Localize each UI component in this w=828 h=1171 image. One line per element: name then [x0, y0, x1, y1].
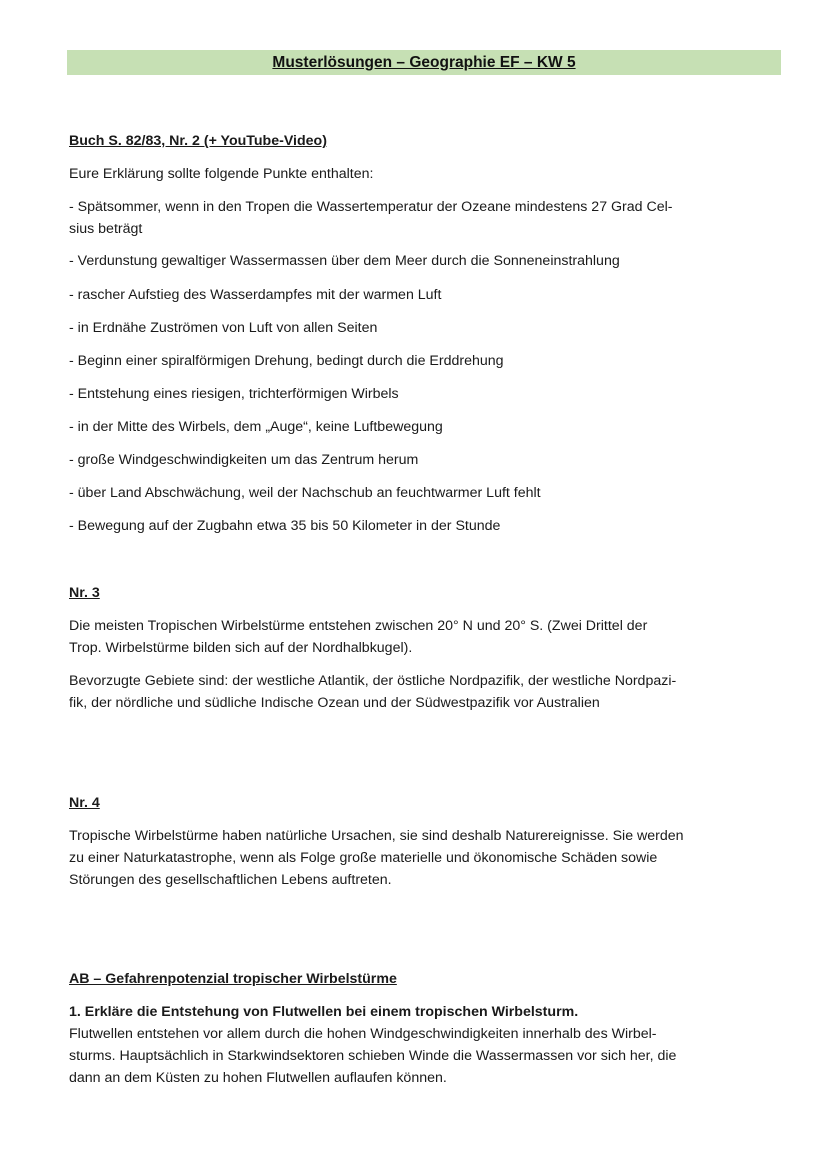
paragraph-line: dann an dem Küsten zu hohen Flutwellen auflaufen können. — [69, 1070, 447, 1086]
section-heading-nr3: Nr. 3 — [69, 585, 100, 601]
page-title: Musterlösungen – Geographie EF – KW 5 — [272, 53, 576, 71]
section-heading-ab: AB – Gefahrenpotenzial tropischer Wirbelstürme — [69, 971, 397, 987]
paragraph-line: Störungen des gesellschaftlichen Lebens auftreten. — [69, 872, 392, 888]
section-heading-nr4: Nr. 4 — [69, 795, 100, 811]
list-item: - Beginn einer spiralförmigen Drehung, bedingt durch die Erddrehung — [69, 353, 504, 369]
list-item: - Bewegung auf der Zugbahn etwa 35 bis 50 Kilometer in der Stunde — [69, 518, 501, 534]
paragraph-line: Die meisten Tropischen Wirbelstürme entstehen zwischen 20° N und 20° S. (Zwei Drittel der — [69, 618, 648, 634]
paragraph-line: fik, der nördliche und südliche Indische Ozean und der Südwestpazifik vor Australien — [69, 695, 600, 711]
list-item: - große Windgeschwindigkeiten um das Zentrum herum — [69, 452, 419, 468]
paragraph-line: Tropische Wirbelstürme haben natürliche Ursachen, sie sind deshalb Naturereignisse. Sie werden — [69, 828, 684, 844]
section-buch — [69, 130, 739, 240]
paragraph-line: Trop. Wirbelstürme bilden sich auf der Nordhalbkugel). — [69, 640, 413, 656]
list-item: - Entstehung eines riesigen, trichterförmigen Wirbels — [69, 386, 399, 402]
paragraph-line: zu einer Naturkatastrophe, wenn als Folge große materielle und ökonomische Schäden sowie — [69, 850, 658, 866]
list-item: - in Erdnähe Zuströmen von Luft von allen Seiten — [69, 320, 378, 336]
paragraph-line: Bevorzugte Gebiete sind: der westliche Atlantik, der östliche Nordpazifik, der westliche Nordpazi- — [69, 673, 677, 689]
list-item: - Spätsommer, wenn in den Tropen die Wassertemperatur der Ozeane mindestens 27 Grad Cel- sius beträgt — [69, 199, 673, 237]
paragraph-line: sturms. Hauptsächlich in Starkwindsektoren schieben Winde die Wassermassen vor sich her, die — [69, 1048, 677, 1064]
question-text: 1. Erkläre die Entstehung von Flutwellen bei einem tropischen Wirbelsturm. — [69, 1004, 579, 1020]
list-item: - über Land Abschwächung, weil der Nachschub an feuchtwarmer Luft fehlt — [69, 485, 541, 501]
section-heading-buch: Buch S. 82/83, Nr. 2 (+ YouTube-Video) — [69, 133, 327, 149]
paragraph-line: Flutwellen entstehen vor allem durch die hohen Windgeschwindigkeiten innerhalb des Wirbel- — [69, 1026, 657, 1042]
title-bar — [67, 50, 781, 75]
list-item: - rascher Aufstieg des Wasserdampfes mit der warmen Luft — [69, 287, 442, 303]
list-item: - Verdunstung gewaltiger Wassermassen über dem Meer durch die Sonneneinstrahlung — [69, 253, 620, 269]
intro-text: Eure Erklärung sollte folgende Punkte enthalten: — [69, 166, 374, 182]
list-item: - in der Mitte des Wirbels, dem „Auge“, keine Luftbewegung — [69, 419, 443, 435]
